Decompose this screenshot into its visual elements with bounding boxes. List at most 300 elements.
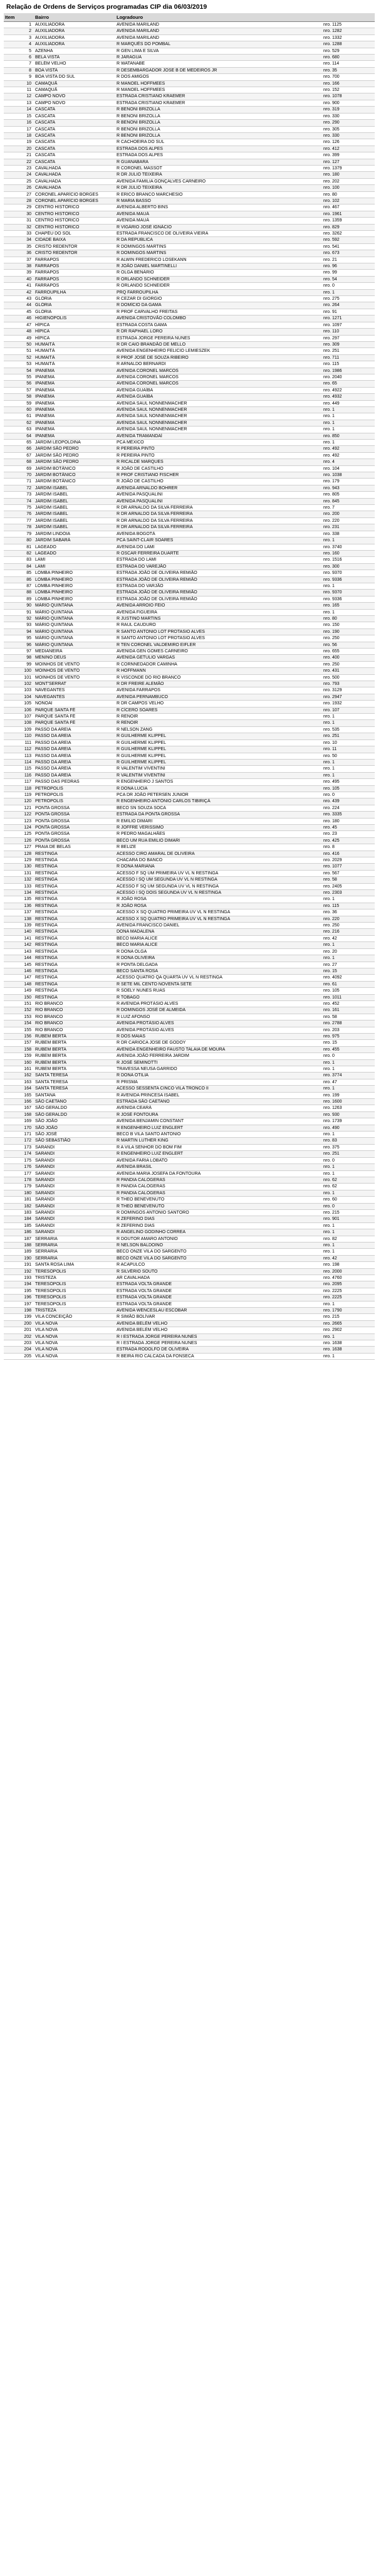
cell-item: 48 — [4, 329, 34, 335]
cell-bairro: SÃO SEBASTIÃO — [34, 1138, 115, 1144]
cell-bairro: CENTRO HISTÓRICO — [34, 211, 115, 217]
table-row — [4, 766, 375, 772]
cell-numero: nro. 275 — [322, 296, 375, 302]
cell-bairro: PONTA GROSSA — [34, 812, 115, 818]
cell-logradouro: R THEO BENEVENUTO — [115, 1203, 322, 1209]
cell-logradouro: R CEZAR DI GIORGIO — [115, 296, 322, 302]
cell-bairro: IPANEMA — [34, 368, 115, 374]
cell-logradouro: ESTRADA JOÃO DE OLIVEIRA REMIÃO — [115, 590, 322, 596]
cell-numero: nro. 1 — [322, 1190, 375, 1196]
cell-bairro: SÃO JOÃO — [34, 1118, 115, 1125]
cell-logradouro: R BENONI BRIZOLLA — [115, 107, 322, 113]
cell-item: 141 — [4, 935, 34, 941]
cell-numero: nro. 2095 — [322, 1281, 375, 1288]
cell-bairro: MÁRIO QUINTANA — [34, 603, 115, 609]
cell-item: 89 — [4, 596, 34, 602]
cell-logradouro: R A VILA SENHOR DO BOM FIM — [115, 1144, 322, 1150]
cell-bairro: LAMI — [34, 557, 115, 563]
table-row — [4, 48, 375, 54]
cell-bairro: PASSO DA AREIA — [34, 739, 115, 746]
table-row — [4, 400, 375, 406]
table-row — [4, 55, 375, 61]
cell-item: 79 — [4, 531, 34, 537]
cell-logradouro: R DR CAMPOS VELHO — [115, 701, 322, 707]
cell-bairro: RESTINGA — [34, 870, 115, 876]
table-row — [4, 609, 375, 615]
table-row — [4, 544, 375, 550]
cell-numero: nro. 297 — [322, 335, 375, 341]
cell-numero: nro. 198 — [322, 1262, 375, 1268]
cell-bairro: JARDIM BOTÂNICO — [34, 465, 115, 472]
cell-logradouro: BECO SN SOUZA SOCA — [115, 805, 322, 811]
cell-bairro: CAVALHADA — [34, 185, 115, 191]
cell-logradouro: AVENIDA BRASIL — [115, 1164, 322, 1170]
cell-numero: nro. 900 — [322, 100, 375, 106]
table-row — [4, 1132, 375, 1138]
cell-numero: nro. 60 — [322, 1197, 375, 1203]
cell-logradouro: R SOELY NUNES RUAS — [115, 988, 322, 994]
cell-logradouro: R ENGENHEIRO J SANTOS — [115, 779, 322, 785]
cell-item: 113 — [4, 753, 34, 759]
table-row — [4, 1308, 375, 1314]
cell-bairro: RIO BRANCO — [34, 1014, 115, 1020]
cell-item: 135 — [4, 896, 34, 903]
cell-bairro: RESTINGA — [34, 864, 115, 870]
cell-item: 126 — [4, 837, 34, 844]
cell-item: 45 — [4, 309, 34, 315]
cell-numero: nro. 930 — [322, 1111, 375, 1118]
cell-logradouro: AVENIDA ENGENHEIRO FAUSTO TALAIA DE MOURA — [115, 1046, 322, 1052]
cell-numero: nro. 0 — [322, 1157, 375, 1163]
cell-item: 65 — [4, 440, 34, 446]
cell-logradouro: R DOMINGOS MARTINS — [115, 243, 322, 250]
cell-bairro: PETRÓPOLIS — [34, 792, 115, 798]
table-row — [4, 812, 375, 818]
cell-bairro: MOINHOS DE VENTO — [34, 674, 115, 681]
cell-numero: nro. 199 — [322, 1092, 375, 1098]
cell-numero: nro. 0 — [322, 792, 375, 798]
cell-numero: nro. 99 — [322, 270, 375, 276]
table-row — [4, 1020, 375, 1027]
cell-logradouro: ESTRADA FRANCISCO DE OLIVEIRA VIEIRA — [115, 231, 322, 237]
cell-item: 63 — [4, 427, 34, 433]
cell-bairro: CAMPO NOVO — [34, 93, 115, 100]
cell-logradouro: R NELSON BALDOINO — [115, 1242, 322, 1248]
cell-bairro: VILA NOVA — [34, 1320, 115, 1327]
cell-bairro: CAVALHADA — [34, 165, 115, 171]
cell-item: 154 — [4, 1020, 34, 1027]
table-row — [4, 1353, 375, 1359]
cell-bairro: HÍPICA — [34, 335, 115, 341]
cell-numero: nro. 105 — [322, 785, 375, 792]
cell-bairro: SARANDI — [34, 1170, 115, 1177]
cell-logradouro: BECO MARIA ALICE — [115, 935, 322, 941]
cell-item: 21 — [4, 152, 34, 159]
cell-numero: nro. 115 — [322, 361, 375, 368]
cell-item: 174 — [4, 1151, 34, 1157]
cell-logradouro: AVENIDA MARILAND — [115, 34, 322, 41]
cell-logradouro: R DR JULIO TEIXEIRA — [115, 172, 322, 178]
cell-bairro: FARRAPOS — [34, 283, 115, 289]
cell-bairro: SARANDI — [34, 1216, 115, 1222]
cell-logradouro: BECO ONZE VILA DO SARGENTO — [115, 1255, 322, 1261]
table-row — [4, 975, 375, 981]
cell-bairro: GLÓRIA — [34, 296, 115, 302]
cell-bairro: PASSO DAS PEDRAS — [34, 779, 115, 785]
cell-numero: nro. 495 — [322, 779, 375, 785]
cell-numero: nro. 1 — [322, 720, 375, 726]
cell-bairro: AUXILIADORA — [34, 41, 115, 48]
cell-logradouro: R MARQUÊS DO POMBAL — [115, 41, 322, 48]
cell-item: 58 — [4, 394, 34, 400]
cell-bairro: GLÓRIA — [34, 302, 115, 309]
table-row — [4, 1184, 375, 1190]
table-row — [4, 896, 375, 903]
cell-item: 81 — [4, 544, 34, 550]
cell-numero: nro. 58 — [322, 1014, 375, 1020]
cell-numero: nro. 4092 — [322, 975, 375, 981]
cell-item: 14 — [4, 107, 34, 113]
cell-logradouro: R DR CARIOCA JOSE DE GODOY — [115, 1040, 322, 1046]
cell-bairro: NONOAI — [34, 701, 115, 707]
cell-numero: nro. 3129 — [322, 687, 375, 694]
cell-bairro: JARDIM LINDÓIA — [34, 531, 115, 537]
cell-logradouro: R BENONI BRIZOLLA — [115, 113, 322, 119]
cell-item: 39 — [4, 270, 34, 276]
table-row — [4, 1079, 375, 1085]
cell-bairro: SÃO JOSÉ — [34, 1132, 115, 1138]
table-row — [4, 883, 375, 889]
cell-bairro: CHAPÉU DO SOL — [34, 231, 115, 237]
cell-bairro: SERRARIA — [34, 1242, 115, 1248]
table-row — [4, 590, 375, 596]
cell-numero: nro. 114 — [322, 61, 375, 67]
cell-item: 182 — [4, 1203, 34, 1209]
table-row — [4, 1314, 375, 1320]
cell-logradouro: R TEN CORONEL VALDEMIRO EIFLER — [115, 642, 322, 648]
cell-item: 44 — [4, 302, 34, 309]
cell-item: 138 — [4, 916, 34, 922]
cell-item: 192 — [4, 1268, 34, 1275]
table-row — [4, 420, 375, 426]
cell-item: 42 — [4, 289, 34, 295]
table-row — [4, 531, 375, 537]
cell-item: 147 — [4, 975, 34, 981]
table-row — [4, 694, 375, 700]
cell-logradouro: R LUIZ AFONSO — [115, 1014, 322, 1020]
cell-numero: nro. 431 — [322, 668, 375, 674]
cell-bairro: SANTA TERESA — [34, 1073, 115, 1079]
cell-item: 158 — [4, 1046, 34, 1052]
cell-bairro: SARANDI — [34, 1184, 115, 1190]
cell-bairro: JARDIM SABARÁ — [34, 538, 115, 544]
cell-logradouro: ACESSO QUATRO QA QUARTA UV VL N RESTINGA — [115, 975, 322, 981]
cell-logradouro: R DOUTOR AMARO ANTONIO — [115, 1236, 322, 1242]
table-row — [4, 681, 375, 687]
cell-bairro: CENTRO HISTÓRICO — [34, 204, 115, 211]
table-row — [4, 772, 375, 778]
cell-item: 77 — [4, 517, 34, 524]
table-row — [4, 270, 375, 276]
cell-logradouro: R MARIA BASSO — [115, 198, 322, 204]
cell-logradouro: AVENIDA GEN GOMES CARNEIRO — [115, 649, 322, 655]
table-row — [4, 87, 375, 93]
table-row — [4, 1118, 375, 1125]
cell-logradouro: AVENIDA DO LAMI — [115, 544, 322, 550]
cell-item: 181 — [4, 1197, 34, 1203]
cell-logradouro: R DR ARNALDO DA SILVA FERREIRA — [115, 505, 322, 511]
table-row — [4, 701, 375, 707]
cell-bairro: TERESÓPOLIS — [34, 1268, 115, 1275]
cell-numero: nro. 1739 — [322, 1118, 375, 1125]
cell-logradouro: R ENGENHEIRO LUIZ ENGLERT — [115, 1125, 322, 1131]
table-row — [4, 100, 375, 106]
cell-item: 196 — [4, 1295, 34, 1301]
cell-bairro: FARROUPILHA — [34, 289, 115, 295]
cell-logradouro: R ZEFERINO DIAS — [115, 1222, 322, 1229]
cell-numero: nro. 1288 — [322, 41, 375, 48]
cell-item: 10 — [4, 80, 34, 87]
cell-numero: nro. 439 — [322, 798, 375, 805]
cell-logradouro: R JOFFRE VERISSIMO — [115, 824, 322, 830]
column-header-numero — [322, 13, 375, 22]
cell-bairro: SANTA TERESA — [34, 1079, 115, 1085]
cell-item: 22 — [4, 159, 34, 165]
cell-logradouro: AVENIDA FIGUEIRA — [115, 609, 322, 615]
table-row — [4, 159, 375, 165]
cell-numero: nro. 80 — [322, 615, 375, 622]
cell-bairro: PASSO DA AREIA — [34, 746, 115, 753]
table-row — [4, 877, 375, 883]
cell-numero: nro. 4760 — [322, 1275, 375, 1281]
cell-item: 149 — [4, 988, 34, 994]
cell-logradouro: DONA MADALENA — [115, 929, 322, 935]
table-row — [4, 1242, 375, 1248]
cell-bairro: SÃO GERALDO — [34, 1111, 115, 1118]
cell-item: 191 — [4, 1262, 34, 1268]
cell-bairro: PASSO DA AREIA — [34, 726, 115, 733]
cell-numero: nro. 1 — [322, 896, 375, 903]
table-row — [4, 406, 375, 413]
cell-item: 124 — [4, 824, 34, 830]
table-row — [4, 204, 375, 211]
cell-item: 57 — [4, 387, 34, 393]
cell-numero: nro. 290 — [322, 120, 375, 126]
cell-numero: nro. 251 — [322, 1151, 375, 1157]
table-row — [4, 146, 375, 152]
cell-numero: nro. 1 — [322, 1086, 375, 1092]
cell-numero: nro. 65 — [322, 381, 375, 387]
cell-bairro: LAGEADO — [34, 550, 115, 556]
cell-numero: nro. 452 — [322, 1000, 375, 1007]
cell-bairro: MÁRIO QUINTANA — [34, 642, 115, 648]
cell-logradouro: R DESEMBARGADOR JOSE B DE MEDEIROS JR — [115, 67, 322, 73]
cell-bairro: VILA NOVA — [34, 1333, 115, 1340]
cell-logradouro: R I ESTRADA JORGE PEREIRA NUNES — [115, 1340, 322, 1347]
table-row — [4, 707, 375, 713]
cell-item: 3 — [4, 34, 34, 41]
cell-numero: nro. 115 — [322, 903, 375, 909]
cell-numero: nro. 425 — [322, 837, 375, 844]
cell-bairro: CENTRO HISTÓRICO — [34, 218, 115, 224]
cell-logradouro: R RICALDE MARQUES — [115, 459, 322, 465]
cell-item: 51 — [4, 348, 34, 354]
cell-item: 145 — [4, 962, 34, 968]
table-row — [4, 1340, 375, 1347]
cell-logradouro: R AVENIDA PROTÁSIO ALVES — [115, 1000, 322, 1007]
cell-item: 137 — [4, 909, 34, 916]
cell-numero: nro. 1 — [322, 420, 375, 426]
cell-numero: nro. 251 — [322, 733, 375, 739]
table-row — [4, 981, 375, 987]
cell-numero: nro. 166 — [322, 80, 375, 87]
cell-logradouro: ACESSO X SQ QUATRO PRIMEIRA UV VL N RESTINGA — [115, 916, 322, 922]
cell-item: 148 — [4, 981, 34, 987]
cell-item: 5 — [4, 48, 34, 54]
cell-bairro: SARANDI — [34, 1157, 115, 1163]
cell-item: 162 — [4, 1073, 34, 1079]
cell-numero: nro. 1359 — [322, 218, 375, 224]
cell-item: 26 — [4, 185, 34, 191]
table-row — [4, 1007, 375, 1014]
cell-logradouro: R TOBAGO — [115, 994, 322, 1000]
cell-bairro: AZENHA — [34, 48, 115, 54]
cell-numero: nro. 216 — [322, 929, 375, 935]
cell-item: 150 — [4, 994, 34, 1000]
cell-logradouro: AVENIDA GUAÍBA — [115, 394, 322, 400]
cell-numero: nro. 529 — [322, 48, 375, 54]
cell-numero: nro. 150 — [322, 622, 375, 628]
cell-numero: nro. 700 — [322, 74, 375, 80]
cell-numero: nro. 0 — [322, 1053, 375, 1059]
cell-item: 72 — [4, 485, 34, 491]
cell-numero: nro. 1 — [322, 772, 375, 778]
cell-item: 96 — [4, 642, 34, 648]
cell-numero: nro. 165 — [322, 603, 375, 609]
service-orders-table — [4, 13, 375, 1360]
cell-item: 204 — [4, 1347, 34, 1353]
cell-bairro: RUBEM BERTA — [34, 1040, 115, 1046]
table-row — [4, 1092, 375, 1098]
cell-logradouro: R PEREIRA PINTO — [115, 452, 322, 458]
table-row — [4, 368, 375, 374]
cell-bairro: RESTINGA — [34, 923, 115, 929]
table-row — [4, 1347, 375, 1353]
table-row — [4, 1222, 375, 1229]
table-row — [4, 511, 375, 517]
cell-numero: nro. 1 — [322, 1164, 375, 1170]
table-row — [4, 570, 375, 576]
cell-bairro: HÍPICA — [34, 322, 115, 328]
cell-item: 60 — [4, 406, 34, 413]
table-row — [4, 844, 375, 851]
cell-item: 1 — [4, 22, 34, 28]
cell-logradouro: ESTRADA RODOLFO DE OLIVEIRA — [115, 1347, 322, 1353]
cell-numero: nro. 1932 — [322, 701, 375, 707]
table-row — [4, 22, 375, 28]
column-header-bairro: Bairro — [34, 13, 115, 22]
cell-item: 127 — [4, 844, 34, 851]
cell-item: 161 — [4, 1066, 34, 1073]
table-row — [4, 948, 375, 955]
table-row — [4, 1053, 375, 1059]
cell-numero: nro. 845 — [322, 498, 375, 504]
cell-numero: nro. 319 — [322, 107, 375, 113]
cell-item: 133 — [4, 883, 34, 889]
cell-logradouro: ESTRADA DOS ALPES — [115, 146, 322, 152]
cell-numero: nro. 56 — [322, 642, 375, 648]
cell-bairro: HUMAITÁ — [34, 361, 115, 368]
cell-bairro: SANTA TERESA — [34, 1086, 115, 1092]
cell-bairro: SANTA ROSA LIMA — [34, 1262, 115, 1268]
table-row — [4, 1288, 375, 1294]
cell-numero: nro. 91 — [322, 309, 375, 315]
table-row — [4, 257, 375, 263]
cell-item: 170 — [4, 1125, 34, 1131]
cell-logradouro: R I ESTRADA JORGE PEREIRA NUNES — [115, 1333, 322, 1340]
table-row — [4, 1275, 375, 1281]
cell-item: 30 — [4, 211, 34, 217]
cell-item: 160 — [4, 1059, 34, 1066]
cell-bairro: JARDIM ISABEL — [34, 492, 115, 498]
cell-item: 59 — [4, 400, 34, 406]
cell-numero: nro. 1332 — [322, 34, 375, 41]
cell-numero: nro. 1282 — [322, 28, 375, 34]
table-row — [4, 283, 375, 289]
cell-item: 11 — [4, 87, 34, 93]
cell-bairro: TRISTEZA — [34, 1275, 115, 1281]
cell-logradouro: PCA MÉXICO — [115, 440, 322, 446]
cell-logradouro: R ARNALDO BERNARDI — [115, 361, 322, 368]
cell-logradouro: ESTRADA JOÃO DE OLIVEIRA REMIÃO — [115, 576, 322, 583]
table-row — [4, 243, 375, 250]
table-row — [4, 296, 375, 302]
cell-bairro: TERESÓPOLIS — [34, 1301, 115, 1307]
table-row — [4, 805, 375, 811]
cell-item: 76 — [4, 511, 34, 517]
cell-bairro: CIDADE BAIXA — [34, 237, 115, 243]
cell-numero: nro. 2303 — [322, 890, 375, 896]
table-row — [4, 1216, 375, 1222]
table-row — [4, 172, 375, 178]
table-row — [4, 1027, 375, 1033]
table-row — [4, 824, 375, 830]
cell-logradouro: R BEIRA RIO CALCADA DA FONSECA — [115, 1353, 322, 1359]
table-row — [4, 714, 375, 720]
cell-logradouro: R DOMÍCIO DA GAMA — [115, 302, 322, 309]
cell-numero: nro. 0 — [322, 283, 375, 289]
cell-item: 99 — [4, 661, 34, 667]
cell-logradouro: R BENONI BRIZOLLA — [115, 120, 322, 126]
cell-bairro: SARANDI — [34, 1190, 115, 1196]
table-row — [4, 1105, 375, 1111]
cell-bairro: VILA NOVA — [34, 1340, 115, 1347]
cell-numero: nro. 680 — [322, 55, 375, 61]
cell-numero: nro. 330 — [322, 113, 375, 119]
cell-item: 62 — [4, 420, 34, 426]
cell-item: 131 — [4, 870, 34, 876]
cell-logradouro: R DR RAPHAEL LORO — [115, 329, 322, 335]
cell-logradouro: AVENIDA CORONEL MARCOS — [115, 368, 322, 374]
cell-bairro: IPANEMA — [34, 427, 115, 433]
cell-bairro: JARDIM ISABEL — [34, 498, 115, 504]
cell-item: 97 — [4, 649, 34, 655]
cell-bairro: SÃO CAETANO — [34, 1099, 115, 1105]
cell-bairro: MÁRIO QUINTANA — [34, 609, 115, 615]
cell-numero: nro. 1 — [322, 1242, 375, 1248]
cell-logradouro: R SETE MIL CENTO NOVENTA SETE — [115, 981, 322, 987]
cell-numero: nro. 161 — [322, 1007, 375, 1014]
